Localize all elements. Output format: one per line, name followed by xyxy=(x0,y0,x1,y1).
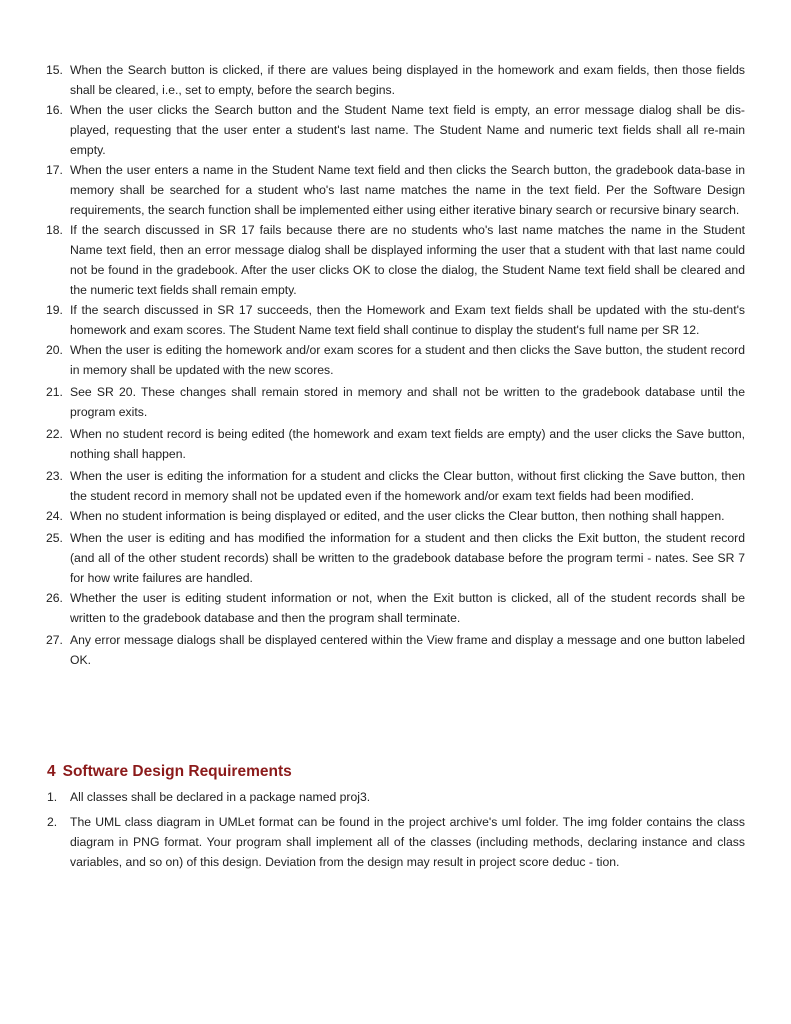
list-item xyxy=(0,220,791,300)
item-text: When the user enters a name in the Student Name text field and then clicks the Search button, the gradebook data-base in memory shall be searched for a student who's last name matches the name in the text field. Per the Software Design requirements, the search function shall be implemented either using either iterative binary search or recursive binary search. xyxy=(70,163,745,217)
list-item xyxy=(0,100,791,160)
section-heading xyxy=(47,763,292,781)
system-requirements-list xyxy=(0,60,791,670)
list-item xyxy=(0,160,791,220)
list-item xyxy=(0,466,791,506)
item-number: 21. xyxy=(46,385,63,399)
item-text: When the Search button is clicked, if there are values being displayed in the homework and exam fields, then those fields shall be cleared, i.e., set to empty, before the search begins. xyxy=(70,63,745,97)
list-item xyxy=(0,812,791,872)
list-item xyxy=(0,787,791,807)
list-item xyxy=(0,424,791,464)
list-item xyxy=(0,588,791,628)
section-title: Software Design Requirements xyxy=(62,763,292,780)
design-requirements-list xyxy=(0,787,791,877)
item-number: 25. xyxy=(46,531,63,545)
list-item xyxy=(0,506,791,526)
item-text: If the search discussed in SR 17 succeeds, then the Homework and Exam text fields shall be updated with the stu-dent's homework and exam scores. The Student Name text field shall continue to display the student's full name per SR 12. xyxy=(70,303,745,337)
item-text: When no student information is being displayed or edited, and the user clicks the Clear button, then nothing shall happen. xyxy=(70,509,725,523)
list-item xyxy=(0,630,791,670)
item-text: Whether the user is editing student information or not, when the Exit button is clicked, all of the student records shall be written to the gradebook database and then the program shall terminate. xyxy=(70,591,745,625)
item-number: 19. xyxy=(46,303,63,317)
list-item xyxy=(0,300,791,340)
item-text: When the user clicks the Search button and the Student Name text field is empty, an error message dialog shall be dis-played, requesting that the user enter a student's last name. The Student Name and numeric text fields shall all re-main empty. xyxy=(70,103,745,157)
list-item xyxy=(0,60,791,100)
item-text: When the user is editing the homework and/or exam scores for a student and then clicks the Save button, the student record in memory shall be updated with the new scores. xyxy=(70,343,745,377)
item-number: 2. xyxy=(47,815,58,829)
section-number: 4 xyxy=(47,763,56,780)
item-number: 27. xyxy=(46,633,63,647)
item-number: 1. xyxy=(47,790,58,804)
item-number: 17. xyxy=(46,163,63,177)
item-number: 15. xyxy=(46,63,63,77)
item-text: All classes shall be declared in a package named proj3. xyxy=(70,790,371,804)
item-number: 23. xyxy=(46,469,63,483)
item-number: 22. xyxy=(46,427,63,441)
list-item xyxy=(0,340,791,380)
list-item xyxy=(0,528,791,588)
item-number: 20. xyxy=(46,343,63,357)
item-text: When no student record is being edited (the homework and exam text fields are empty) and the user clicks the Save button, nothing shall happen. xyxy=(70,427,745,461)
item-text: Any error message dialogs shall be displayed centered within the View frame and display a message and one button labeled OK. xyxy=(70,633,745,667)
item-text: When the user is editing and has modified the information for a student and then clicks the Exit button, the student record (and all of the other student records) shall be written to the gradebook database before the program termi - nates. See SR 7 for how write failures are handled. xyxy=(70,531,745,585)
item-text: See SR 20. These changes shall remain stored in memory and shall not be written to the gradebook database until the program exits. xyxy=(70,385,745,419)
item-number: 26. xyxy=(46,591,63,605)
item-number: 18. xyxy=(46,223,63,237)
item-number: 16. xyxy=(46,103,63,117)
item-text: When the user is editing the information for a student and clicks the Clear button, without first clicking the Save button, then the student record in memory shall not be updated even if the homework and/or exam text fields had been modified. xyxy=(70,469,745,503)
item-number: 24. xyxy=(46,509,63,523)
item-text: If the search discussed in SR 17 fails because there are no students who's last name matches the name in the Student Name text field, then an error message dialog shall be displayed informing the user that a student with that last name could not be found in the gradebook. After the user clicks OK to close the dialog, the Student Name text field shall be cleared and the numeric text fields shall remain empty. xyxy=(70,223,745,297)
list-item xyxy=(0,382,791,422)
item-text: The UML class diagram in UMLet format can be found in the project archive's uml folder. The img folder contains the class diagram in PNG format. Your program shall implement all of the classes (including methods, declaring instance and class variables, and so on) of this design. Deviation from the design may result in project score deduc - tion. xyxy=(70,815,745,869)
